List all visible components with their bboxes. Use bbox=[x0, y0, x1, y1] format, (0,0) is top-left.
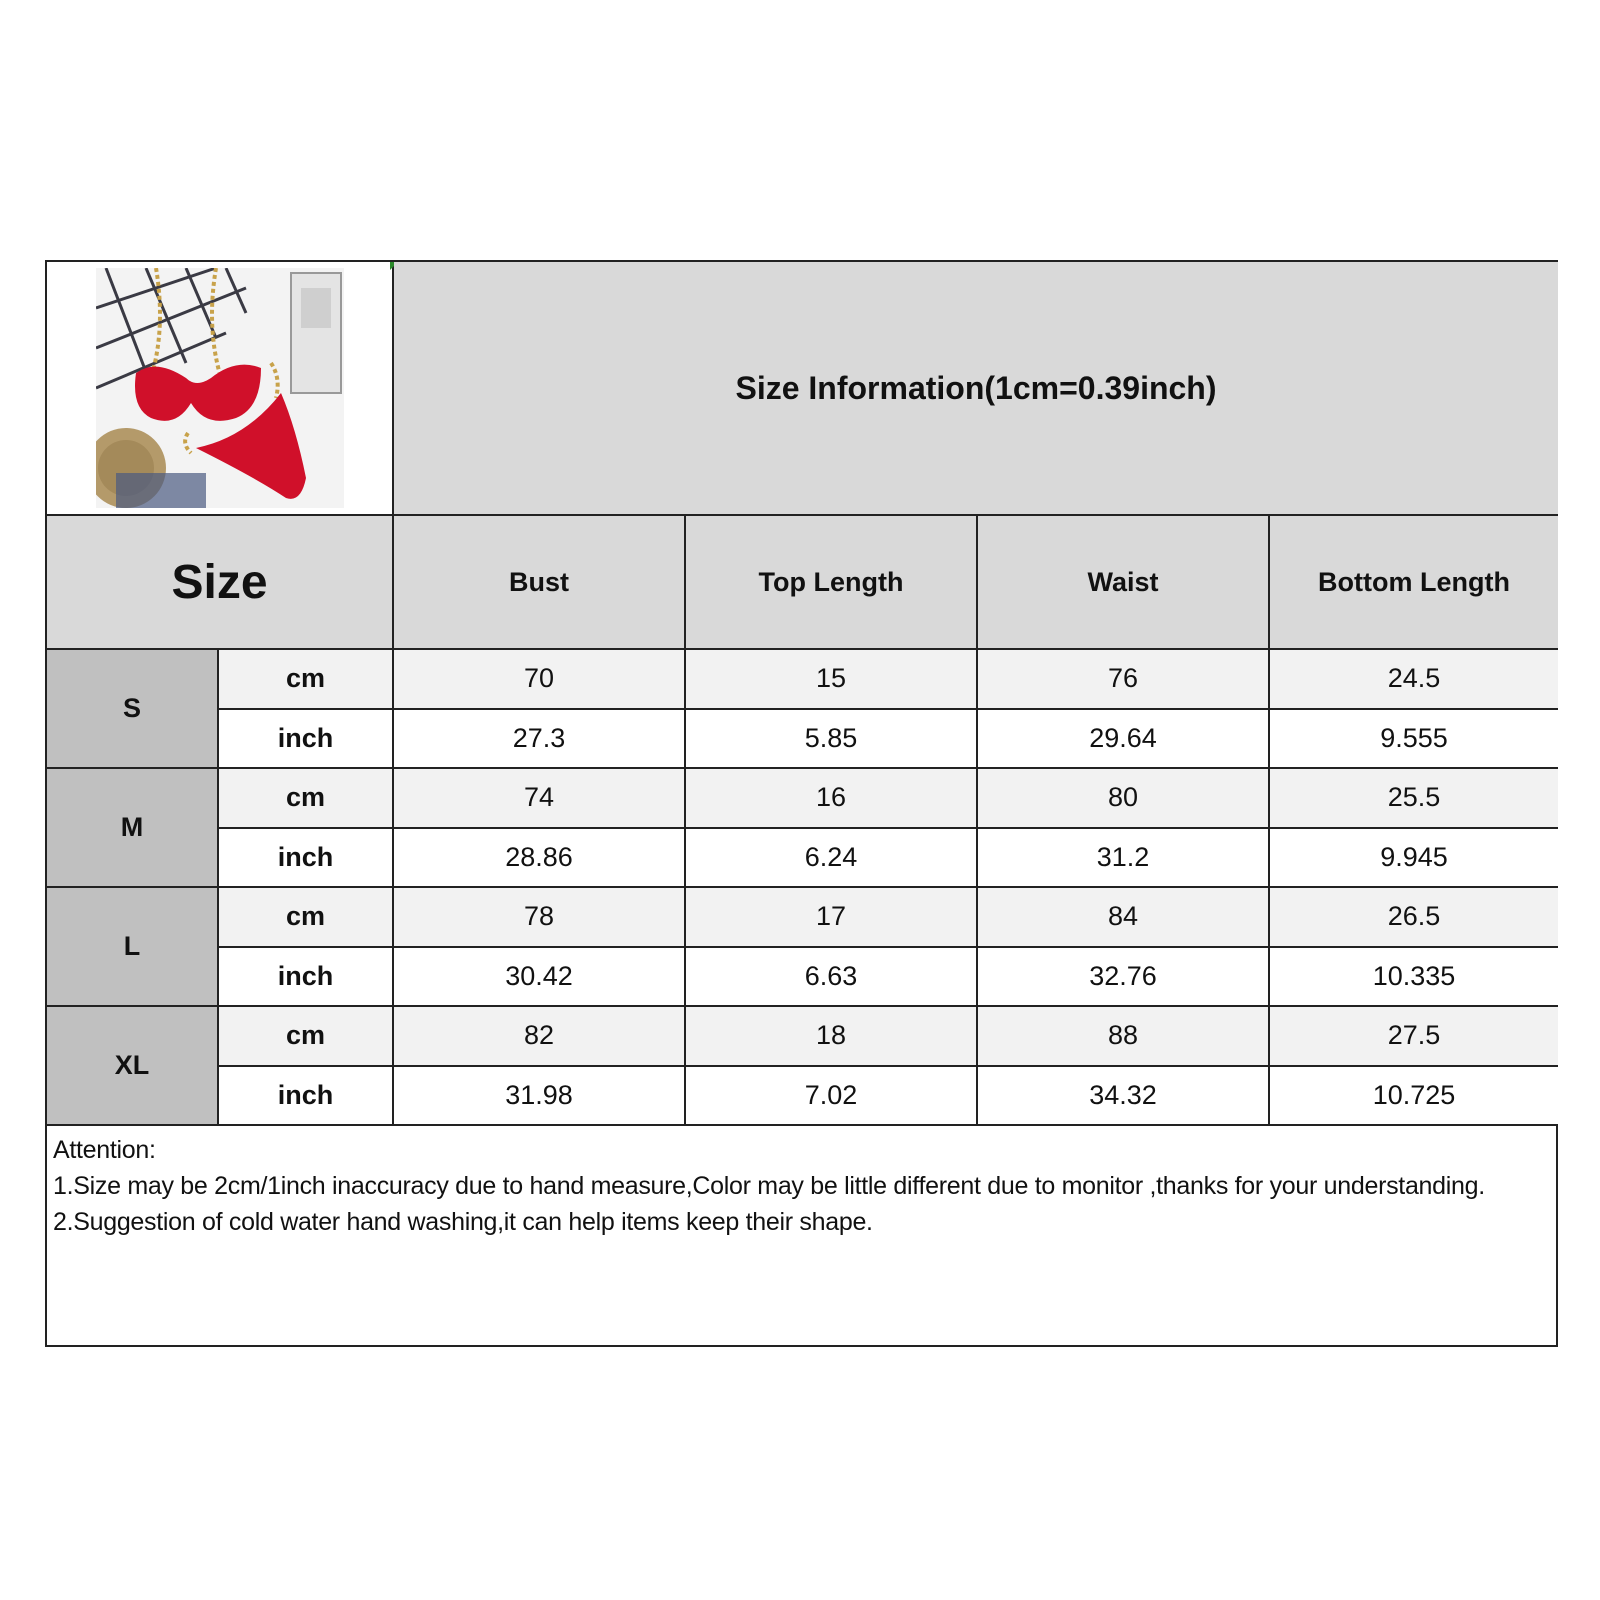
value-bottom-length: 26.5 bbox=[1270, 888, 1558, 948]
unit-label: cm bbox=[219, 1007, 394, 1067]
value-bottom-length: 25.5 bbox=[1270, 769, 1558, 829]
value-bust: 28.86 bbox=[394, 829, 686, 889]
value-top-length: 6.63 bbox=[686, 948, 978, 1008]
size-label: L bbox=[47, 888, 219, 1007]
value-waist: 31.2 bbox=[978, 829, 1270, 889]
value-bust: 31.98 bbox=[394, 1067, 686, 1127]
value-waist: 32.76 bbox=[978, 948, 1270, 1008]
unit-label: inch bbox=[219, 829, 394, 889]
value-top-length: 17 bbox=[686, 888, 978, 948]
value-waist: 88 bbox=[978, 1007, 1270, 1067]
unit-label: inch bbox=[219, 1067, 394, 1127]
unit-label: cm bbox=[219, 769, 394, 829]
value-waist: 29.64 bbox=[978, 710, 1270, 770]
value-top-length: 5.85 bbox=[686, 710, 978, 770]
value-top-length: 6.24 bbox=[686, 829, 978, 889]
value-bust: 78 bbox=[394, 888, 686, 948]
value-bottom-length: 9.555 bbox=[1270, 710, 1558, 770]
value-waist: 34.32 bbox=[978, 1067, 1270, 1127]
notes-line-1: 1.Size may be 2cm/1inch inaccuracy due to hand measure,Color may be little different due to monitor ,thanks for your understanding. bbox=[53, 1172, 1485, 1200]
value-top-length: 18 bbox=[686, 1007, 978, 1067]
column-header-top-length: Top Length bbox=[686, 516, 978, 650]
value-bust: 30.42 bbox=[394, 948, 686, 1008]
value-bottom-length: 27.5 bbox=[1270, 1007, 1558, 1067]
notes-heading: Attention: bbox=[53, 1136, 156, 1164]
value-waist: 80 bbox=[978, 769, 1270, 829]
value-bust: 82 bbox=[394, 1007, 686, 1067]
value-bust: 27.3 bbox=[394, 710, 686, 770]
value-waist: 76 bbox=[978, 650, 1270, 710]
size-chart bbox=[45, 260, 1558, 1347]
product-photo-cell bbox=[47, 262, 394, 516]
value-top-length: 7.02 bbox=[686, 1067, 978, 1127]
size-header: Size bbox=[47, 516, 394, 650]
value-bottom-length: 10.725 bbox=[1270, 1067, 1558, 1127]
value-top-length: 16 bbox=[686, 769, 978, 829]
value-bust: 74 bbox=[394, 769, 686, 829]
column-header-bottom-length: Bottom Length bbox=[1270, 516, 1558, 650]
notes-line-2: 2.Suggestion of cold water hand washing,it can help items keep their shape. bbox=[53, 1208, 873, 1236]
unit-label: inch bbox=[219, 710, 394, 770]
value-bottom-length: 9.945 bbox=[1270, 829, 1558, 889]
column-header-bust: Bust bbox=[394, 516, 686, 650]
size-label: M bbox=[47, 769, 219, 888]
unit-label: cm bbox=[219, 650, 394, 710]
unit-label: cm bbox=[219, 888, 394, 948]
size-label: XL bbox=[47, 1007, 219, 1126]
column-header-waist: Waist bbox=[978, 516, 1270, 650]
value-top-length: 15 bbox=[686, 650, 978, 710]
value-bottom-length: 10.335 bbox=[1270, 948, 1558, 1008]
value-bust: 70 bbox=[394, 650, 686, 710]
value-waist: 84 bbox=[978, 888, 1270, 948]
attention-notes bbox=[47, 1124, 1556, 1345]
page-title: Size Information(1cm=0.39inch) bbox=[394, 262, 1558, 516]
value-bottom-length: 24.5 bbox=[1270, 650, 1558, 710]
size-label: S bbox=[47, 650, 219, 769]
product-photo bbox=[96, 268, 344, 508]
unit-label: inch bbox=[219, 948, 394, 1008]
